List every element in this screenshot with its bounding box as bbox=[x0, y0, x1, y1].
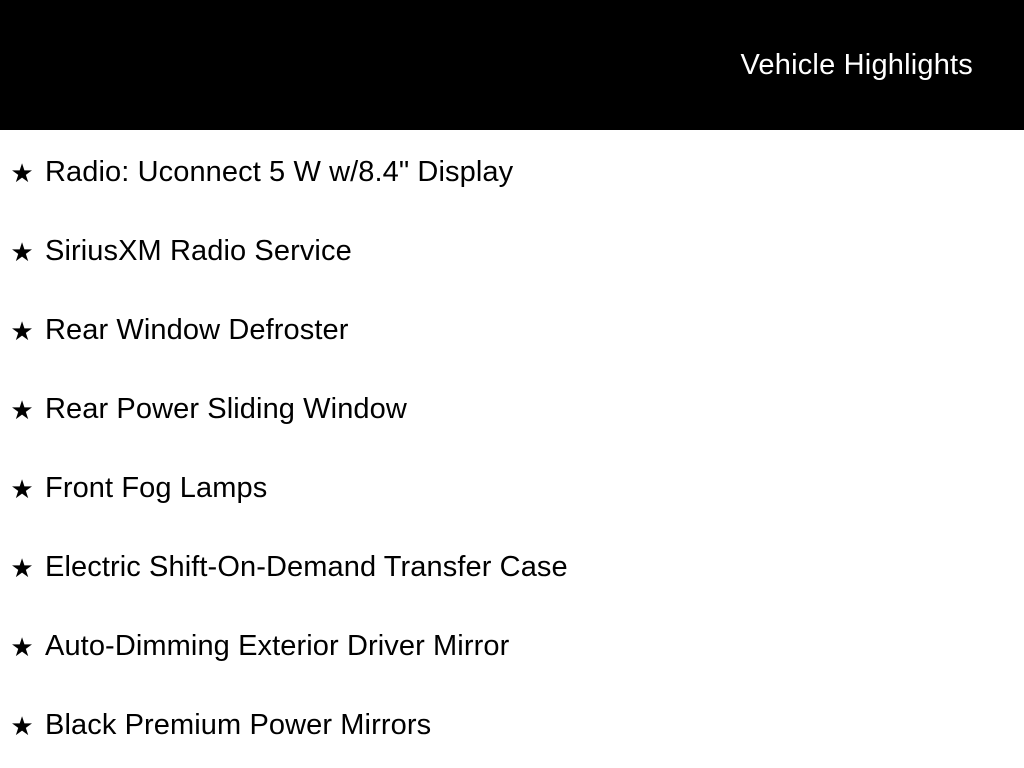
highlight-label: SiriusXM Radio Service bbox=[45, 234, 352, 267]
star-icon: ★ bbox=[10, 473, 34, 504]
star-icon: ★ bbox=[10, 631, 34, 662]
star-icon: ★ bbox=[10, 710, 34, 741]
highlight-label: Radio: Uconnect 5 W w/8.4" Display bbox=[45, 155, 514, 188]
page-title: Vehicle Highlights bbox=[740, 48, 973, 81]
list-item bbox=[10, 607, 1024, 686]
highlight-label: Rear Power Sliding Window bbox=[45, 392, 407, 425]
highlight-label: Electric Shift-On-Demand Transfer Case bbox=[45, 550, 568, 583]
star-icon: ★ bbox=[10, 157, 34, 188]
highlight-label: Auto-Dimming Exterior Driver Mirror bbox=[45, 629, 510, 662]
highlight-label: Rear Window Defroster bbox=[45, 313, 349, 346]
list-item bbox=[10, 449, 1024, 528]
list-item bbox=[10, 370, 1024, 449]
list-item bbox=[10, 686, 1024, 765]
list-item bbox=[10, 291, 1024, 370]
header-bar bbox=[0, 0, 1024, 130]
star-icon: ★ bbox=[10, 552, 34, 583]
vehicle-highlights-list bbox=[0, 130, 1024, 765]
star-icon: ★ bbox=[10, 394, 34, 425]
star-icon: ★ bbox=[10, 315, 34, 346]
list-item bbox=[10, 212, 1024, 291]
list-item bbox=[10, 133, 1024, 212]
highlight-label: Black Premium Power Mirrors bbox=[45, 708, 432, 741]
highlight-label: Front Fog Lamps bbox=[45, 471, 268, 504]
star-icon: ★ bbox=[10, 236, 34, 267]
list-item bbox=[10, 528, 1024, 607]
